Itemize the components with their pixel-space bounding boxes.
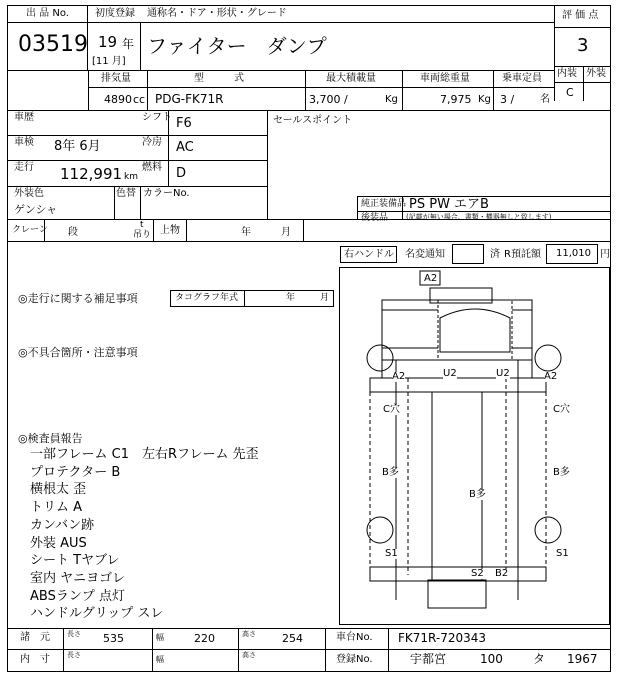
interior-grade: C xyxy=(566,86,574,99)
mount-month-unit: 月 xyxy=(281,227,291,238)
registration-number: 1967 xyxy=(567,652,598,666)
right-hand-label: 右ハンドル xyxy=(344,249,394,260)
mileage-value: 112,991 xyxy=(60,165,123,183)
crane-stage-unit: 段 xyxy=(68,227,78,238)
model-name: ファイター ダンプ xyxy=(147,34,327,58)
damage-mark: U2 xyxy=(496,368,510,379)
registration-class: 100 xyxy=(480,652,503,666)
inspection-label: 車検 xyxy=(14,137,34,148)
driving-notes-label: ◎走行に関する補足事項 xyxy=(18,292,138,305)
defects-label: ◎不具合箇所・注意事項 xyxy=(18,346,138,359)
registration-label: 登録No. xyxy=(336,654,373,665)
gross-weight-value: 7,975 xyxy=(440,93,472,106)
displacement-label: 排気量 xyxy=(101,73,131,84)
width-value: 220 xyxy=(194,632,215,645)
damage-mark: S1 xyxy=(556,548,569,559)
tacho-year-unit: 年 xyxy=(286,293,296,303)
capacity-label: 最大積載量 xyxy=(326,73,376,84)
year-unit: 年 xyxy=(122,37,135,51)
report-line: 外装 AUS xyxy=(30,535,87,551)
mileage-label: 走行 xyxy=(14,162,34,173)
interior-dim-label: 内 寸 xyxy=(20,654,50,665)
gross-weight-label: 車両総重量 xyxy=(420,73,470,84)
tacho-month-unit: 月 xyxy=(320,293,330,303)
displacement-unit: cc xyxy=(133,93,146,106)
shift-label: シフト xyxy=(142,112,172,123)
damage-mark: S1 xyxy=(385,548,398,559)
model-code: PDG-FK71R xyxy=(155,92,224,106)
report-line: ハンドルグリップ スレ xyxy=(30,606,164,622)
ext-color-value: ゲンシャ xyxy=(14,203,58,216)
capacity-unit: Kg xyxy=(385,94,398,105)
report-line: シート Tヤブレ xyxy=(30,553,120,569)
history-label: 車歴 xyxy=(14,112,34,123)
type-label: 型 式 xyxy=(194,73,244,84)
passengers-label: 乗車定員 xyxy=(502,73,542,84)
ext-color-label: 外装色 xyxy=(14,188,44,199)
registration-area: 宇都宮 xyxy=(410,652,447,666)
mileage-unit: km xyxy=(124,172,138,182)
registration-kana: タ xyxy=(533,652,546,666)
interior-height-label: 高さ xyxy=(242,651,256,659)
crane-label: クレーン xyxy=(12,225,48,235)
damage-mark: A2 xyxy=(392,371,406,382)
damage-mark: S2 xyxy=(471,568,484,579)
length-value: 535 xyxy=(103,632,124,645)
equipment-value: PS PW エアB xyxy=(409,197,489,212)
displacement-value: 4890 xyxy=(104,93,132,106)
damage-mark: C穴 xyxy=(383,404,400,415)
name-change-label: 名変通知 xyxy=(405,249,445,260)
inspector-report-label: ◎検査員報告 xyxy=(18,432,83,445)
model-title-label: 通称名・ドア・形状・グレード xyxy=(147,8,287,19)
height-label: 高さ xyxy=(242,630,256,638)
damage-mark: B多 xyxy=(382,467,399,478)
mount-label: 上物 xyxy=(160,225,180,236)
height-value: 254 xyxy=(282,632,303,645)
ac-label: 冷房 xyxy=(142,137,162,148)
interior-grade-label: 内装 xyxy=(557,68,577,79)
gross-weight-unit: Kg xyxy=(478,94,491,105)
capacity-value: 3,700 / xyxy=(309,93,348,106)
tax-value: 11,010 xyxy=(556,248,591,259)
interior-length-label: 長さ xyxy=(67,651,81,659)
report-line: 一部フレーム C1 左右Rフレーム 先歪 xyxy=(30,447,259,462)
crane-lift-unit: 吊り xyxy=(133,230,152,240)
damage-mark: A2 xyxy=(424,273,438,284)
ac-value: AC xyxy=(176,140,194,155)
exterior-grade-label: 外装 xyxy=(586,68,606,79)
first-reg-year: 19 xyxy=(98,33,118,51)
aftermarket-label: 後装品 xyxy=(361,213,389,223)
report-line: プロテクター B xyxy=(30,464,121,480)
mount-year-unit: 年 xyxy=(241,227,251,238)
size-label: 諸 元 xyxy=(20,632,50,643)
fuel-value: D xyxy=(176,166,187,181)
first-reg-month: [11 月] xyxy=(92,56,126,67)
damage-mark: U2 xyxy=(443,368,457,379)
damage-mark: A2 xyxy=(544,371,558,382)
damage-mark: B多 xyxy=(469,489,486,500)
rating-label: 評 価 点 xyxy=(562,10,599,21)
first-reg-label: 初度登録 xyxy=(95,8,135,19)
tax-label: R預託額 xyxy=(504,249,541,260)
length-label: 長さ xyxy=(67,630,81,638)
inspection-value: 8年 6月 xyxy=(54,139,101,154)
crane-ton-label: t xyxy=(140,220,144,230)
lot-number: 03519 xyxy=(18,32,88,57)
chassis-number: FK71R-720343 xyxy=(398,631,487,645)
fuel-label: 燃料 xyxy=(142,162,162,173)
aftermarket-note: (記載が無い場合、書類・機器無しと致します) xyxy=(406,213,552,221)
tax-unit: 円 xyxy=(600,249,610,260)
report-line: カンバン跡 xyxy=(30,517,95,533)
tax-prefix: 済 xyxy=(490,249,500,260)
chassis-label: 車台No. xyxy=(336,632,373,643)
color-code-label: カラーNo. xyxy=(143,188,190,199)
interior-width-label: 幅 xyxy=(156,655,164,664)
lot-label: 出 品 No. xyxy=(26,8,69,19)
shift-value: F6 xyxy=(176,116,192,131)
width-label: 幅 xyxy=(156,633,164,642)
report-line: トリム A xyxy=(30,500,83,516)
tacho-label: タコグラフ年式 xyxy=(175,293,239,303)
report-line: ABSランプ 点灯 xyxy=(30,588,125,604)
passengers-value: 3 / xyxy=(500,93,515,106)
equipment-label: 純正装備品 xyxy=(361,199,407,209)
report-line: 室内 ヤニヨゴレ xyxy=(30,570,126,586)
damage-mark: B多 xyxy=(553,467,570,478)
selling-points-label: セールスポイント xyxy=(273,115,353,126)
passengers-unit: 名 xyxy=(540,94,550,105)
color-change-label: 色替 xyxy=(116,188,136,199)
rating-value: 3 xyxy=(577,35,589,56)
report-line: 横根太 歪 xyxy=(30,482,87,498)
damage-mark: B2 xyxy=(495,568,509,579)
damage-mark: C穴 xyxy=(553,404,570,415)
